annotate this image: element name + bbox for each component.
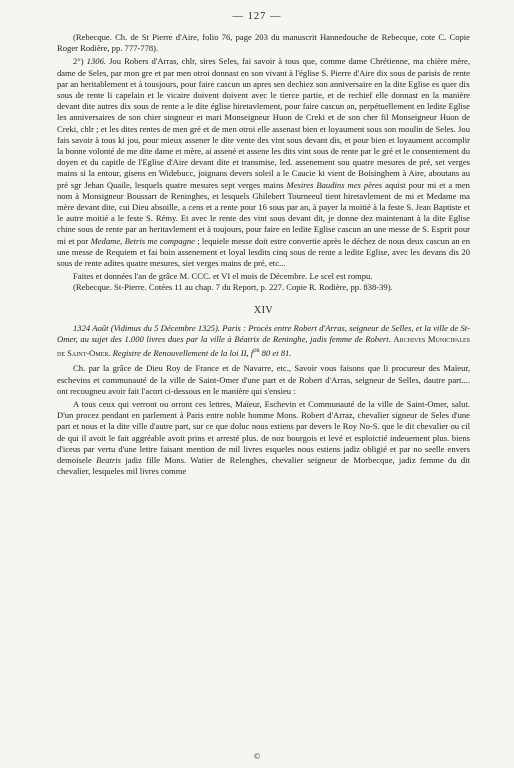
document-body — [57, 32, 470, 477]
royal-letter: Ch. par la grâce de Dieu Roy de France et de Navarre, etc., Savoir vous faisons que li procureur des Maïeur, eschevins et communauté de la ville de Saint-Omer d'une part et de Robert d'Arras, seigneur de Selles, dautre part.... ont recougneu avoir fait l'acort ci-dessous en le manière qui s'ensieu : — [57, 363, 470, 396]
charter-closing: Faites et données l'an de grâce M. CCC. et VI el mois de Décembre. Le scel est rompu. — [73, 271, 373, 282]
page-number: — 127 — — [232, 11, 282, 22]
municipal-italic: Beatris — [96, 454, 121, 465]
section-number: XIV — [253, 304, 274, 316]
heading-folios: 80 et 81. — [261, 348, 292, 359]
municipal-text-b: jadiz fille Mons. Watier de Relenghes, chevalier seigneur de Morbecque, jadiz femme du dit chevalier, lesqueles mil livres comme — [57, 454, 471, 477]
heading-register: Registre de Renouvellement de la loi II, f — [112, 348, 254, 359]
charter-italic-1: Mesires Baudins mes pères — [286, 179, 383, 190]
charter-text-a: Jou Robers d'Arras, chlr, sires Seles, fai savoir à tous que, comme dame Chrétienne, ma chière mère, dame de Seles, par mon gre et par men otroi donnast en son vivant à l'église S. Pierre d'Aire dix sous de parisis de rente par an heritablement et à tousjours, pour faire cascun un apres sen dechiez son anniversaire en la dite Eglise es quer dix sous de rente li capelain et le vicaire doivent doivent avec le tierce partie, et de rechief elle donnast en la manière devant dite autres dix sous de rente a le dite église hiretavlement, pour faire cascun an, perpétuellement en ledite Eglise les anniversaires de son chier singneur et mari Monseigneur Huon de Creki et de son cher fil Monseigneur Huon de Creki, chlr ; et les dites rentes de men gré et de men otroi elle assenast bien et loyaument sous son moulin de Seles. Jou fais savoir à tous ki jou, pour mieux assener le dite vente des vint sous devant dis, et pour bien et loyaument accomplir la bonne volonté de me dite dame et mère, ai assené et assene les dits vint sous de rente par le gré et le consentement du doyen et du capitle de l'Eglise d'Aire devant dite et transmise, led. assenement sou quatre mesures de pré, set verges mains si la entour, gisens en Widebucc, joignans devers soleil a le Caucie ki vient de Boisinghem à Aire, aboutans au pré sgr Jehan Quaile, lesquels quatre mesures sept verges mains — [57, 56, 470, 190]
heading-archives: Archives Municipales de Saint-Omer. — [57, 334, 470, 359]
municipal-letter — [57, 399, 470, 477]
charter-text-b: aquist pour mi et a men nom à Monsigneur Boussart de Reninghes, et lesquels Ghilebert Tourneeul tient hiretavlement de mi et Medame ma mère devant dite, cui Dieu absoille, a cens et a rente pour 16 sous par an, à payer la moitié à la feste S. Jean Baptiste et le autre moitié a le feste S. Rémy. Et avec le rente des vint sous devant dit, je donne dez maintenant à la dite Eglise chine sous de rente par an heritavlement et à toujours, pour faire en ledite Eglise cascun an une messe de S. Esprit pour mi et por — [57, 179, 470, 246]
charter-italic-2: Medame, Betris me compagne — [90, 235, 195, 246]
source-note-1: (Rebecque. Ch. de St Pierre d'Aire, folio 76, page 203 du manuscrit Hannedouche de Rebecque, cote C. Copie Roger Rodière, pp. 777-778). — [57, 32, 470, 54]
heading-superscript: os — [253, 346, 260, 355]
charter-date: 1306. — [86, 56, 107, 67]
source-note-2: (Rebecque. St-Pierre. Cotées 11 au chap. 7 du Report, p. 227. Copie R. Rodière, pp. 838-39). — [73, 282, 393, 293]
section-heading — [57, 323, 470, 359]
footer-mark: © — [253, 752, 261, 761]
municipal-text-a: A tous ceux qui verront ou orront ces lettres, Maïeur, Eschevin et Communauté de la ville de Saint-Omer, salut. D'un procez pendant en parlement à Paris entre noble homme Mons. Robert d'Arraz, chevalier signeur de Seles d'une part et nous et la dite ville d'autre part, sur ce que doluc nous estiens par devers le Roy No-S. que le dit chevalier ou cil de qui il avoit le fait aggréable avoit prins et arresté plus. de noz bourgois et levé et esploictié indeuement plus. biens d'iceus par vertu d'une lettre faisant mention de mil livres esqueles nous estiens jadiz obligié et par no seelle envers demoisele — [57, 398, 470, 465]
charter-1306 — [57, 56, 470, 269]
heading-title: 1324 Août (Vidimus du 5 Décembre 1325). Paris : Procès entre Robert d'Arras, seigneur de Selles, et la ville de St-Omer, au sujet des 1.000 livres dues par la ville à Béatrix de Reninghe, jadis femme de Robert. — [57, 322, 470, 345]
item-number: 2°) — [73, 56, 84, 67]
charter-text-c: ; lequiele messe doit estre convertie après le déchez de nous deux cascun an en une messe de Requiem et fai boin assenement et loyal lesdits cinq sous de rente a ledite Eglise, avec les devans dis 20 sous de rente adites quatre mesures, siet verges mains de pré, etc... — [57, 235, 471, 269]
